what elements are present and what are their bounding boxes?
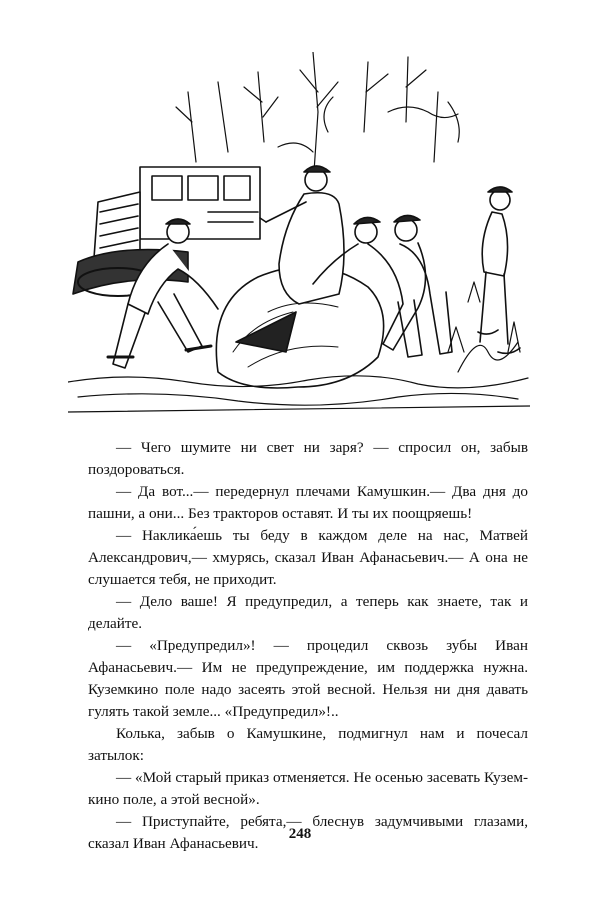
page-number: 248 <box>288 826 312 842</box>
paragraph: — Да вот...— передернул плечами Камушкин.— Два дня до пашни, а они... Без тракторов оставят. И ты их поощряешь! <box>88 483 528 522</box>
paragraph: — Дело ваше! Я предупредил, а теперь как знаете, так и делайте. <box>88 593 528 632</box>
paragraph: — Наклика́ешь ты беду в каждом деле на нас, Матвей Александрович,— хмурясь, сказал Иван Афанасьевич.— А она не слушается тебя, не приходит. <box>88 527 528 588</box>
paragraph: — Приступайте, ребята,— блеснув задумчивыми глазами, сказал Иван Афанасьевич. <box>88 813 528 852</box>
paragraph: — «Мой старый приказ отменяется. Не осенью засевать Куземкино поле, а этой весной». <box>88 769 528 808</box>
paragraph: — «Предупредил»! — процедил сквозь зубы Иван Афанасьевич.— Им не предупреждение, им поддержка нужна. Куземкино поле надо засеять этой весной. Нельзя ни дня давать гулять такой земле... «Предупредил»!.. <box>88 637 528 720</box>
body-text <box>88 437 528 855</box>
trees <box>176 52 459 172</box>
illustration <box>68 52 530 420</box>
paragraph: Колька, забыв о Камушкине, подмигнул нам и почесал затылок: <box>88 725 528 764</box>
paragraph: — Чего шумите ни свет ни заря? — спросил он, забыв поздороваться. <box>88 439 528 478</box>
